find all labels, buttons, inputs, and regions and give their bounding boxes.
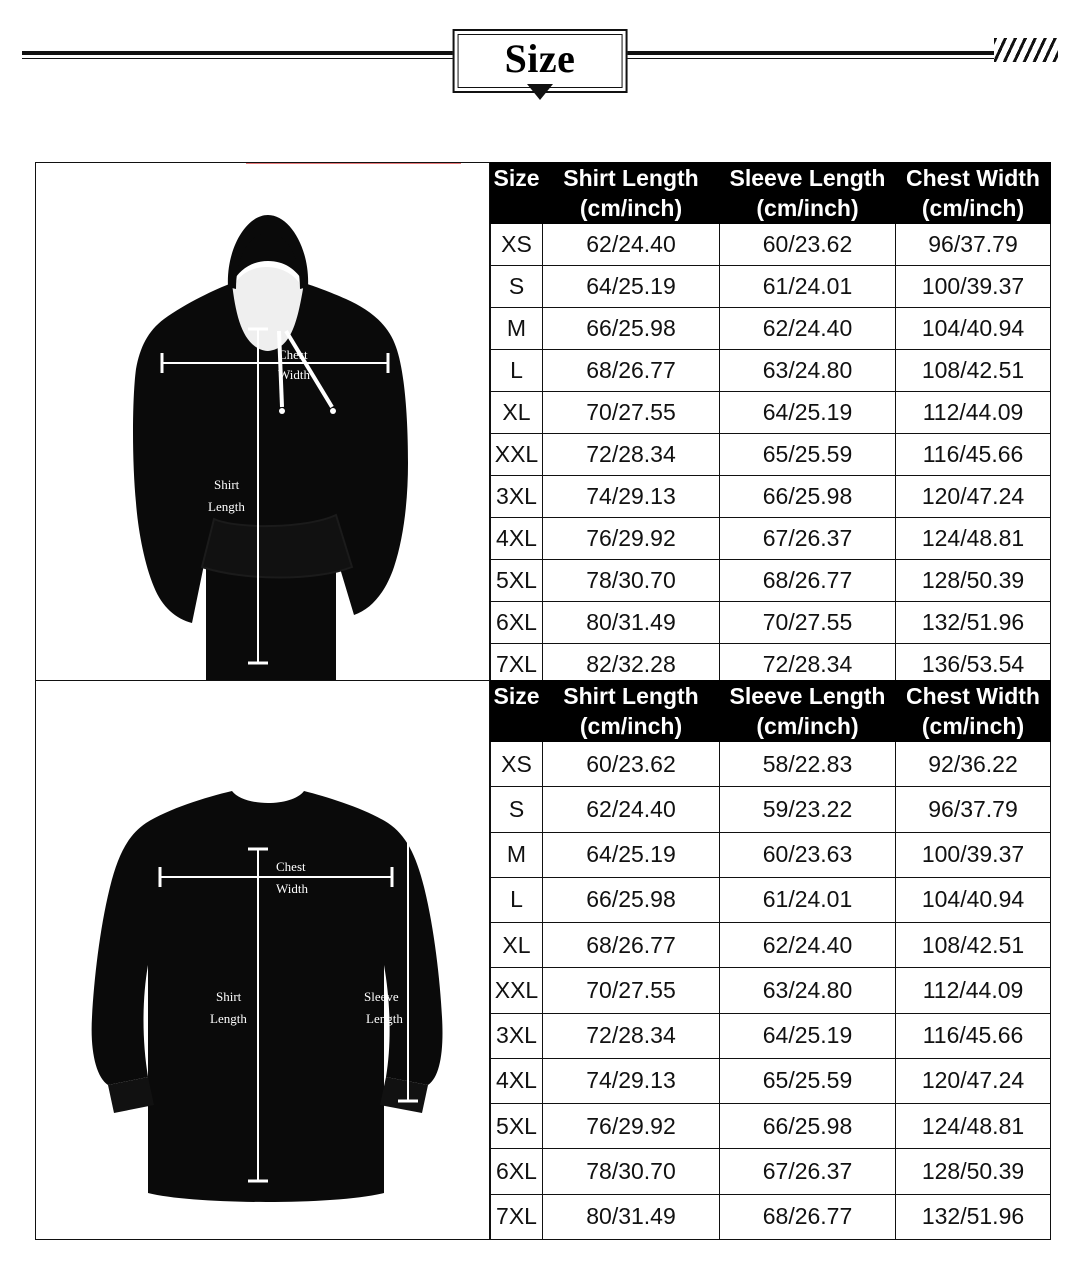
hoodie-chest-label-line2: Width	[278, 367, 310, 382]
cell-size: 4XL	[491, 1058, 543, 1103]
cell-shirt-length: 66/25.98	[543, 308, 720, 350]
cell-sleeve-length: 67/26.37	[720, 518, 896, 560]
table-row	[491, 518, 1051, 560]
cell-chest-width: 124/48.81	[896, 518, 1051, 560]
table-row	[491, 787, 1051, 832]
column-header-shirt-length-unit: (cm/inch)	[579, 195, 683, 221]
cell-sleeve-length: 68/26.77	[720, 560, 896, 602]
cell-chest-width: 96/37.79	[896, 224, 1051, 266]
cell-size: L	[491, 350, 543, 392]
cell-chest-width: 112/44.09	[896, 968, 1051, 1013]
cell-sleeve-length: 62/24.40	[720, 923, 896, 968]
cell-shirt-length: 78/30.70	[543, 560, 720, 602]
sweatshirt-chest-label-line2: Width	[276, 881, 308, 896]
table-row	[491, 877, 1051, 922]
cell-sleeve-length: 63/24.80	[720, 350, 896, 392]
table-row	[491, 392, 1051, 434]
table-row	[491, 434, 1051, 476]
cell-size: XXL	[491, 968, 543, 1013]
cell-sleeve-length: 64/25.19	[720, 392, 896, 434]
sweatshirt-length-label-line2: Length	[210, 1011, 247, 1026]
cell-shirt-length: 64/25.19	[543, 832, 720, 877]
cell-sleeve-length: 65/25.59	[720, 434, 896, 476]
column-header-shirt-length-unit: (cm/inch)	[579, 713, 683, 739]
hoodie-size-table	[490, 162, 1051, 686]
table-row	[491, 1013, 1051, 1058]
table-row	[491, 968, 1051, 1013]
cell-shirt-length: 70/27.55	[543, 968, 720, 1013]
sweatshirt-chest-label-line1: Chest	[276, 859, 306, 874]
table-row	[491, 1149, 1051, 1194]
sweatshirt-illustration-pane	[35, 680, 490, 1240]
cell-chest-width: 104/40.94	[896, 877, 1051, 922]
cell-shirt-length: 78/30.70	[543, 1149, 720, 1194]
cell-size: XS	[491, 742, 543, 787]
column-header-size	[491, 163, 543, 224]
table-row	[491, 1058, 1051, 1103]
cell-sleeve-length: 65/25.59	[720, 1058, 896, 1103]
column-header-size-text: Size	[493, 165, 540, 191]
table-row	[491, 832, 1051, 877]
cell-size: 3XL	[491, 476, 543, 518]
cell-shirt-length: 70/27.55	[543, 392, 720, 434]
cell-chest-width: 132/51.96	[896, 1194, 1051, 1239]
table-row	[491, 1104, 1051, 1149]
cell-chest-width: 128/50.39	[896, 560, 1051, 602]
cell-sleeve-length: 66/25.98	[720, 476, 896, 518]
cell-chest-width: 116/45.66	[896, 1013, 1051, 1058]
cell-size: XL	[491, 392, 543, 434]
cell-chest-width: 100/39.37	[896, 266, 1051, 308]
sweatshirt-illustration	[36, 681, 490, 1240]
column-header-sleeve-length	[720, 163, 896, 224]
column-header-size	[491, 681, 543, 742]
cell-size: 5XL	[491, 560, 543, 602]
cell-size: 3XL	[491, 1013, 543, 1058]
table-row	[491, 602, 1051, 644]
cell-size: 7XL	[491, 1194, 543, 1239]
page-title: Size	[504, 36, 576, 81]
cell-shirt-length: 72/28.34	[543, 434, 720, 476]
sweatshirt-length-label-line1: Shirt	[216, 989, 242, 1004]
column-header-chest-width-unit: (cm/inch)	[921, 713, 1025, 739]
cell-shirt-length: 80/31.49	[543, 1194, 720, 1239]
cell-sleeve-length: 61/24.01	[720, 877, 896, 922]
cell-size: 4XL	[491, 518, 543, 560]
table-row	[491, 224, 1051, 266]
cell-sleeve-length: 60/23.63	[720, 832, 896, 877]
column-header-chest-width-text: Chest Width	[906, 165, 1040, 191]
cell-shirt-length: 62/24.40	[543, 787, 720, 832]
hoodie-size-block	[35, 162, 1051, 686]
column-header-sleeve-length	[720, 681, 896, 742]
column-header-sleeve-length-unit: (cm/inch)	[756, 195, 859, 221]
cell-chest-width: 100/39.37	[896, 832, 1051, 877]
cell-size: 5XL	[491, 1104, 543, 1149]
cell-shirt-length: 60/23.62	[543, 742, 720, 787]
cell-sleeve-length: 66/25.98	[720, 1104, 896, 1149]
cell-sleeve-length: 59/23.22	[720, 787, 896, 832]
cell-chest-width: 96/37.79	[896, 787, 1051, 832]
cell-shirt-length: 74/29.13	[543, 1058, 720, 1103]
column-header-size-text: Size	[493, 683, 540, 709]
hoodie-length-label-line1: Shirt	[214, 477, 240, 492]
cell-chest-width: 132/51.96	[896, 602, 1051, 644]
column-header-chest-width-unit: (cm/inch)	[921, 195, 1025, 221]
sweatshirt-size-block	[35, 680, 1051, 1240]
triangle-down-icon	[527, 84, 553, 100]
cell-shirt-length: 66/25.98	[543, 877, 720, 922]
column-header-chest-width	[896, 681, 1051, 742]
cell-shirt-length: 76/29.92	[543, 1104, 720, 1149]
hoodie-chest-label-line1: Chest	[278, 347, 308, 362]
cell-sleeve-length: 63/24.80	[720, 968, 896, 1013]
column-header-sleeve-length-unit: (cm/inch)	[756, 713, 859, 739]
cell-size: 7XL	[491, 644, 543, 686]
cell-shirt-length: 68/26.77	[543, 350, 720, 392]
page-header	[0, 0, 1080, 110]
cell-chest-width: 104/40.94	[896, 308, 1051, 350]
cell-size: S	[491, 266, 543, 308]
hoodie-length-label-line2: Length	[208, 499, 245, 514]
table-header-row	[491, 163, 1051, 224]
cell-chest-width: 136/53.54	[896, 644, 1051, 686]
cell-chest-width: 124/48.81	[896, 1104, 1051, 1149]
sweatshirt-sleeve-label-line2: Length	[366, 1011, 403, 1026]
column-header-shirt-length	[543, 681, 720, 742]
cell-size: XS	[491, 224, 543, 266]
table-row	[491, 266, 1051, 308]
cell-sleeve-length: 68/26.77	[720, 1194, 896, 1239]
cell-shirt-length: 80/31.49	[543, 602, 720, 644]
page-title-box-inner	[458, 34, 623, 88]
column-header-chest-width	[896, 163, 1051, 224]
cell-shirt-length: 62/24.40	[543, 224, 720, 266]
table-row	[491, 742, 1051, 787]
table-header-row	[491, 681, 1051, 742]
table-row	[491, 476, 1051, 518]
cell-chest-width: 112/44.09	[896, 392, 1051, 434]
cell-sleeve-length: 64/25.19	[720, 1013, 896, 1058]
cell-shirt-length: 76/29.92	[543, 518, 720, 560]
hoodie-illustration-pane	[35, 162, 490, 684]
column-header-shirt-length	[543, 163, 720, 224]
column-header-chest-width-text: Chest Width	[906, 683, 1040, 709]
cell-size: M	[491, 832, 543, 877]
table-row	[491, 923, 1051, 968]
hoodie-illustration	[36, 163, 490, 684]
cell-chest-width: 128/50.39	[896, 1149, 1051, 1194]
column-header-shirt-length-text: Shirt Length	[563, 165, 699, 191]
table-row	[491, 350, 1051, 392]
cell-size: S	[491, 787, 543, 832]
cell-shirt-length: 64/25.19	[543, 266, 720, 308]
cell-shirt-length: 74/29.13	[543, 476, 720, 518]
cell-chest-width: 92/36.22	[896, 742, 1051, 787]
sweatshirt-sleeve-label-line1: Sleeve	[364, 989, 399, 1004]
column-header-shirt-length-text: Shirt Length	[563, 683, 699, 709]
cell-sleeve-length: 58/22.83	[720, 742, 896, 787]
header-hatch-decoration	[994, 38, 1058, 62]
cell-size: XXL	[491, 434, 543, 476]
cell-size: M	[491, 308, 543, 350]
sweatshirt-size-table	[490, 680, 1051, 1240]
cell-sleeve-length: 67/26.37	[720, 1149, 896, 1194]
table-row	[491, 1194, 1051, 1239]
cell-sleeve-length: 62/24.40	[720, 308, 896, 350]
table-row	[491, 308, 1051, 350]
cell-size: XL	[491, 923, 543, 968]
cell-chest-width: 120/47.24	[896, 476, 1051, 518]
table-row	[491, 560, 1051, 602]
cell-shirt-length: 82/32.28	[543, 644, 720, 686]
cell-sleeve-length: 61/24.01	[720, 266, 896, 308]
column-header-sleeve-length-text: Sleeve Length	[729, 165, 886, 191]
cell-shirt-length: 72/28.34	[543, 1013, 720, 1058]
cell-sleeve-length: 70/27.55	[720, 602, 896, 644]
cell-size: 6XL	[491, 602, 543, 644]
cell-chest-width: 116/45.66	[896, 434, 1051, 476]
column-header-sleeve-length-text: Sleeve Length	[729, 683, 886, 709]
cell-chest-width: 108/42.51	[896, 350, 1051, 392]
cell-chest-width: 108/42.51	[896, 923, 1051, 968]
cell-chest-width: 120/47.24	[896, 1058, 1051, 1103]
cell-size: L	[491, 877, 543, 922]
cell-shirt-length: 68/26.77	[543, 923, 720, 968]
cell-sleeve-length: 60/23.62	[720, 224, 896, 266]
cell-size: 6XL	[491, 1149, 543, 1194]
cell-sleeve-length: 72/28.34	[720, 644, 896, 686]
